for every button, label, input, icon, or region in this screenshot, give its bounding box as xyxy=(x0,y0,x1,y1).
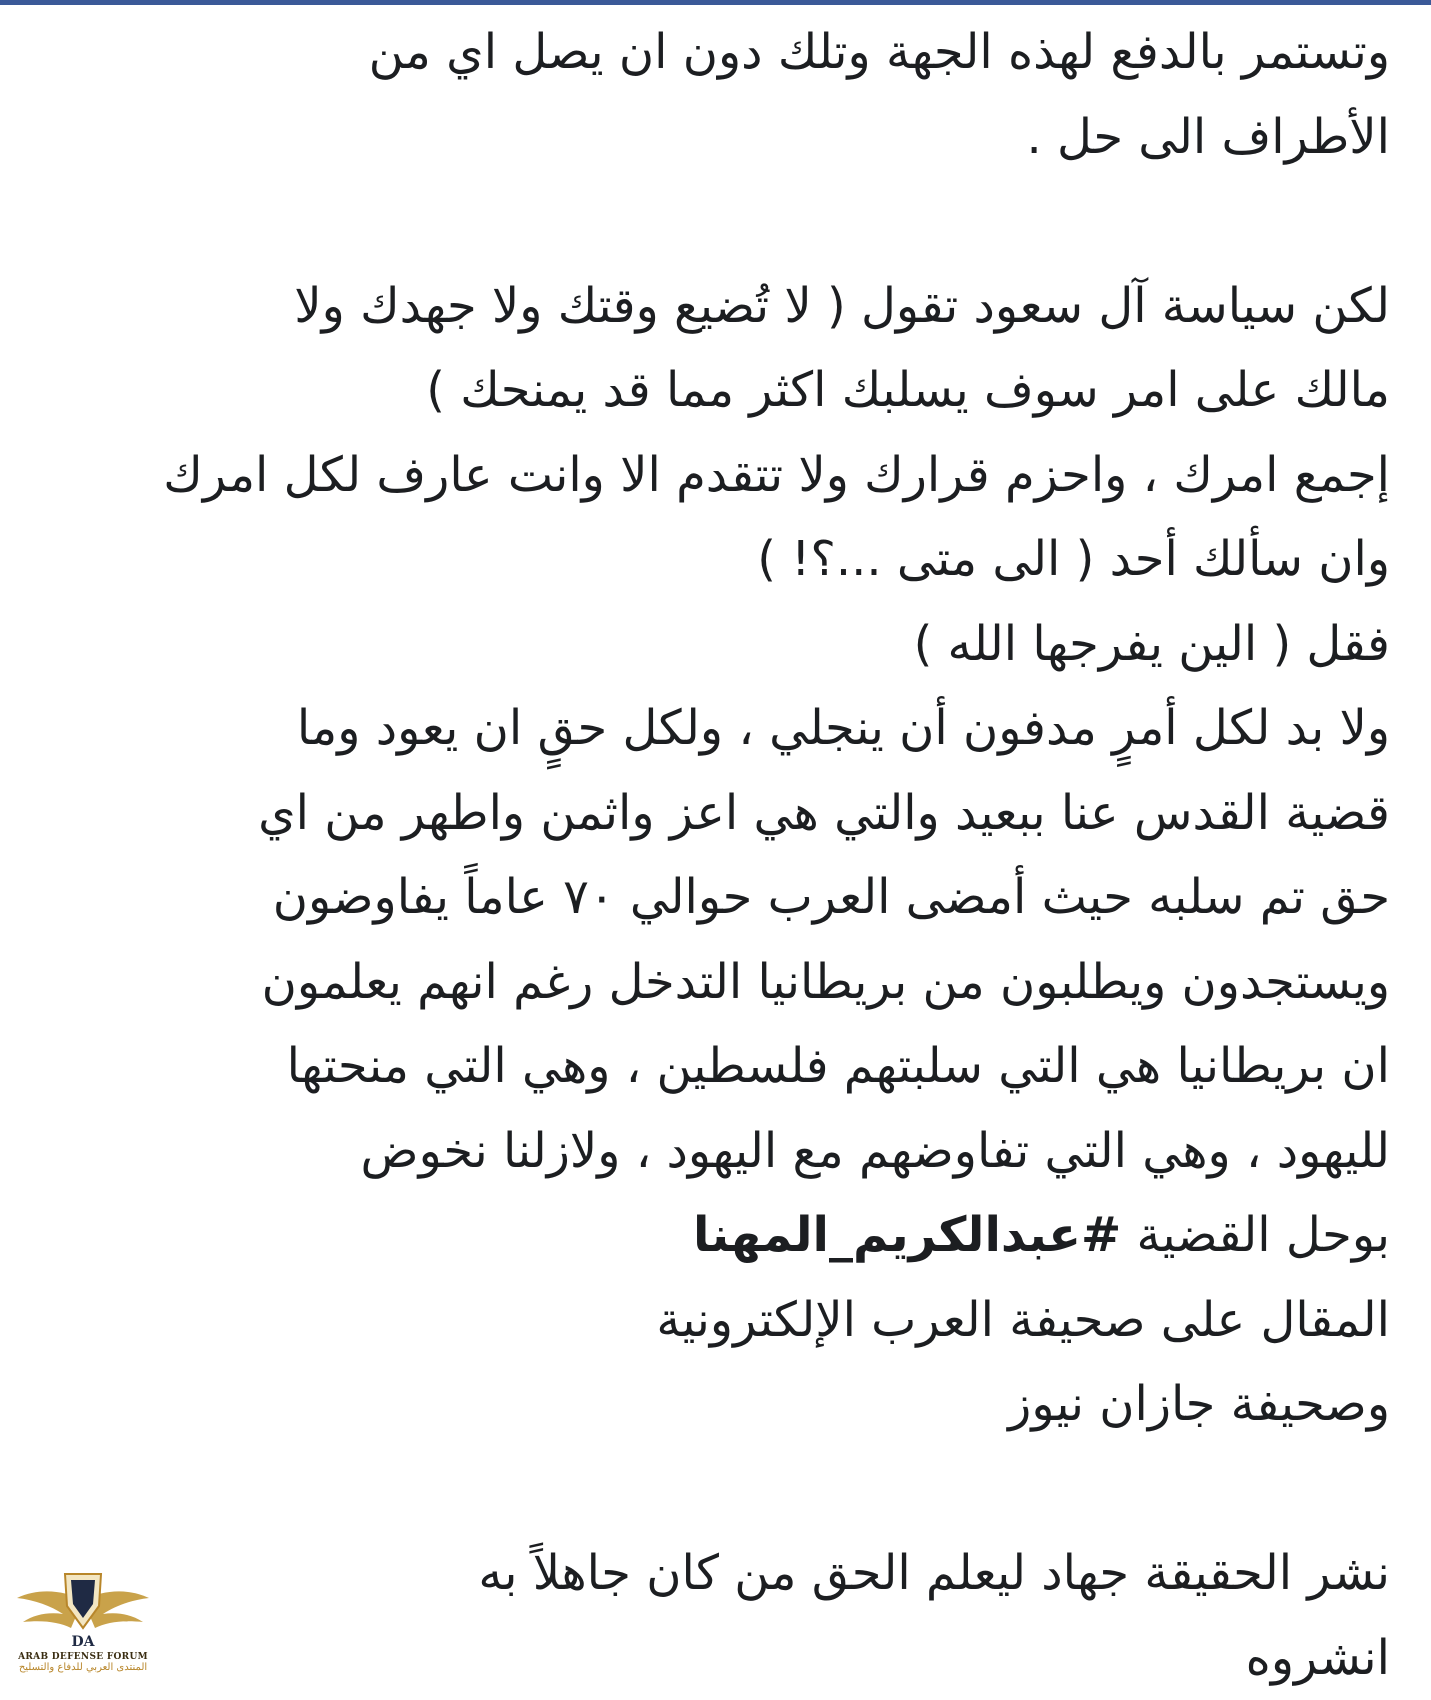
post-line: لليهود ، وهي التي تفاوضهم مع اليهود ، ولازلنا نخوض xyxy=(40,1109,1390,1194)
post-line: مالك على امر سوف يسلبك اكثر مما قد يمنحك ) xyxy=(40,348,1390,433)
post-line: وتستمر بالدفع لهذه الجهة وتلك دون ان يصل اي من xyxy=(40,10,1390,95)
hashtag-line xyxy=(40,1193,1390,1278)
hashtag-line-prefix: بوحل القضية xyxy=(1121,1207,1390,1263)
post-line xyxy=(40,1447,1390,1532)
top-bar xyxy=(0,0,1431,5)
winged-shield-icon xyxy=(13,1570,153,1652)
forum-watermark xyxy=(10,1570,156,1685)
post-text xyxy=(40,10,1390,1700)
watermark-title: ARAB DEFENSE FORUM xyxy=(10,1652,156,1662)
post-line: فقل ( الين يفرجها الله ) xyxy=(40,602,1390,687)
post-line: ان بريطانيا هي التي سلبتهم فلسطين ، وهي التي منحتها xyxy=(40,1024,1390,1109)
post-line: إجمع امرك ، واحزم قرارك ولا تتقدم الا وانت عارف لكل امرك xyxy=(40,433,1390,518)
post-line: قضية القدس عنا ببعيد والتي هي اعز واثمن واطهر من اي xyxy=(40,771,1390,856)
post-line: ويستجدون ويطلبون من بريطانيا التدخل رغم انهم يعلمون xyxy=(40,940,1390,1025)
post-line: نشر الحقيقة جهاد ليعلم الحق من كان جاهلاً به xyxy=(40,1531,1390,1616)
post-line: لكن سياسة آل سعود تقول ( لا تُضيع وقتك ولا جهدك ولا xyxy=(40,264,1390,349)
post-line: الأطراف الى حل . xyxy=(40,95,1390,180)
post-line: انشروه xyxy=(40,1616,1390,1700)
watermark-subtitle: المنتدى العربي للدفاع والتسليح xyxy=(10,1662,156,1673)
post-line xyxy=(40,179,1390,264)
post-line: وصحيفة جازان نيوز xyxy=(40,1362,1390,1447)
post-line: ولا بد لكل أمرٍ مدفون أن ينجلي ، ولكل حقٍ ان يعود وما xyxy=(40,686,1390,771)
svg-text:DA: DA xyxy=(71,1634,95,1650)
hashtag-link[interactable]: #عبدالكريم_المهنا xyxy=(693,1207,1121,1263)
post-line: حق تم سلبه حيث أمضى العرب حوالي ٧٠ عاماً يفاوضون xyxy=(40,855,1390,940)
post-line: المقال على صحيفة العرب الإلكترونية xyxy=(40,1278,1390,1363)
post-line: وان سألك أحد ( الى متى ...؟! ) xyxy=(40,517,1390,602)
